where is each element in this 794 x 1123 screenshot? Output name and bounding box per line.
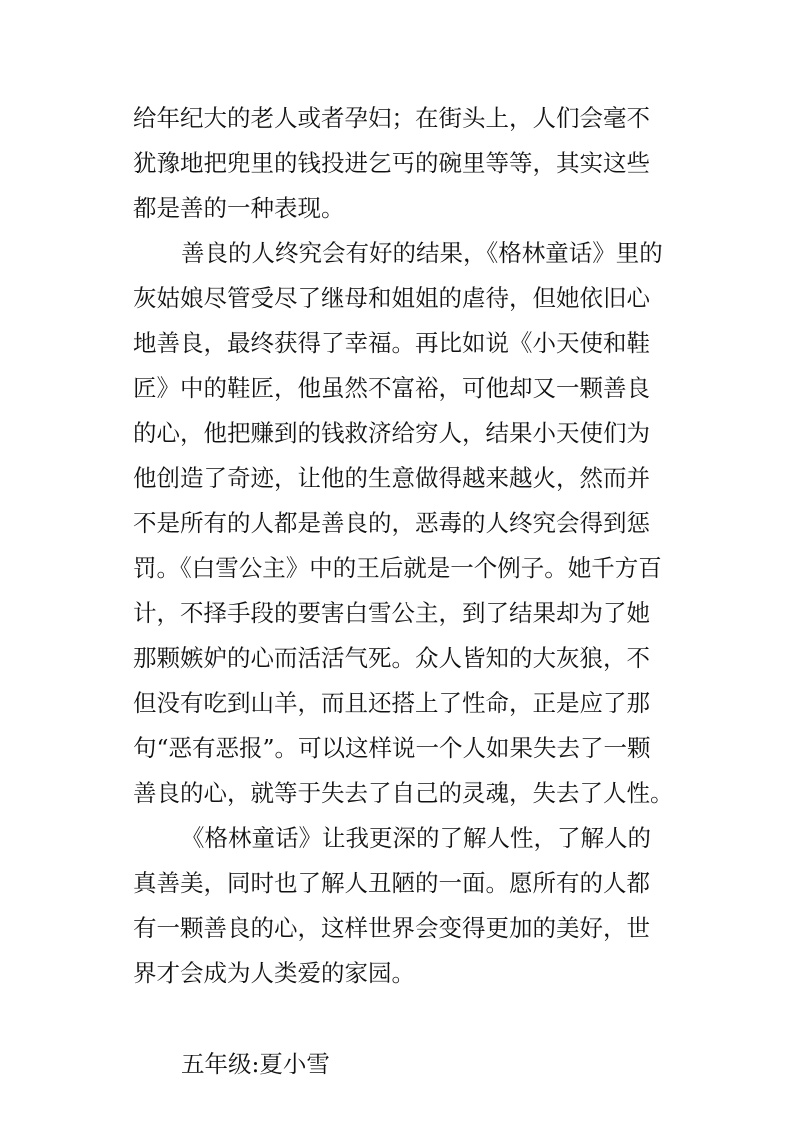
- text-line: 那颗嫉妒的心而活活气死。众人皆知的大灰狼，不: [133, 644, 650, 672]
- text-line: 的心，他把赚到的钱救济给穷人，结果小天使们为: [133, 419, 650, 447]
- text-line: 真善美，同时也了解人丑陋的一面。愿所有的人都: [133, 869, 650, 897]
- text-line: 地善良，最终获得了幸福。再比如说《小天使和鞋: [133, 329, 650, 357]
- text-line: 犹豫地把兜里的钱投进乞丐的碗里等等，其实这些: [133, 149, 650, 177]
- text-line: 他创造了奇迹，让他的生意做得越来越火，然而并: [133, 464, 650, 492]
- text-line: 罚。《白雪公主》中的王后就是一个例子。她千方百: [133, 554, 662, 582]
- signature: 五年级:夏小雪: [181, 1050, 330, 1078]
- text-line: 都是善的一种表现。: [133, 194, 345, 222]
- text-line: 善良的人终究会有好的结果，《格林童话》里的: [181, 239, 663, 267]
- text-line: 计，不择手段的要害白雪公主，到了结果却为了她: [133, 599, 650, 627]
- text-line: 不是所有的人都是善良的，恶毒的人终究会得到惩: [133, 509, 650, 537]
- text-line: 善良的心，就等于失去了自己的灵魂，失去了人性。: [133, 779, 674, 807]
- text-line: 《格林童话》让我更深的了解人性，了解人的: [181, 824, 651, 852]
- text-line: 匠》中的鞋匠，他虽然不富裕，可他却又一颗善良: [133, 374, 650, 402]
- text-line: 界才会成为人类爱的家园。: [133, 959, 415, 987]
- text-line: 有一颗善良的心，这样世界会变得更加的美好，世: [133, 914, 650, 942]
- text-line: 灰姑娘尽管受尽了继母和姐姐的虐待，但她依旧心: [133, 284, 650, 312]
- text-line: 句“恶有恶报”。可以这样说一个人如果失去了一颗: [133, 734, 651, 762]
- text-line: 给年纪大的老人或者孕妇；在街头上，人们会毫不: [133, 104, 650, 132]
- text-line: 但没有吃到山羊，而且还搭上了性命，正是应了那: [133, 689, 650, 717]
